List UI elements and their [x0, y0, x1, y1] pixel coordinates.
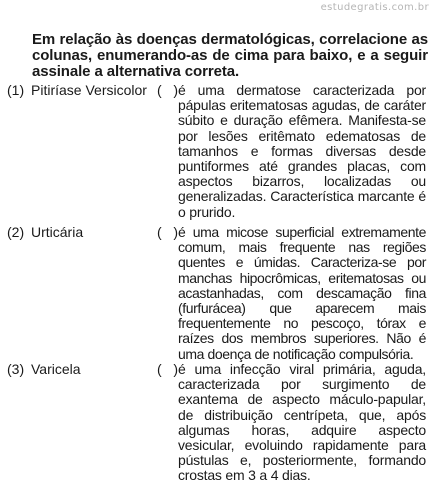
site-watermark: estudegratis.com.br — [320, 2, 429, 13]
item-description: é uma dermatose caracterizada por pápulas eritematosas agudas, de caráter súbito e duração efêmera. Manifesta-se por lesões eritêmato edematosas de tamanhos e formas diversas desde puntiformes até grandes placas, com aspectos bizarros, localizadas ou generalizadas. Característica marcante é o prurido. — [178, 82, 426, 220]
item-disease-name: Varicela — [31, 361, 81, 377]
question-statement: Em relação às doenças dermatológicas, correlacione as colunas, enumerando-as de cima para baixo, e a seguir assinale a alternativa correta. — [32, 31, 428, 80]
item-answer-blank: ( ) — [157, 224, 178, 240]
item-number: (1) — [7, 82, 25, 98]
item-disease-name: Urticária — [31, 224, 84, 240]
item-description: é uma micose superficial extremamente comum, mais frequente nas regiões quentes e úmidas. Caracteriza-se por manchas hipocrômicas, eritematosas ou acastanhadas, com descamação fina (furfurácea) que aparecem mais frequentemente no pescoço, tórax e raízes dos membros superiores. Não é uma doença de notificação compulsória. — [178, 224, 426, 362]
item-answer-blank: ( ) — [157, 361, 178, 377]
item-answer-blank: ( ) — [157, 82, 178, 98]
item-number: (2) — [7, 224, 25, 240]
item-description: é uma infecção viral primária, aguda, caracterizada por surgimento de exantema de aspecto máculo-papular, de distribuição centrípeta, que, após algumas horas, adquire aspecto vesicular, evoluindo rapidamente para pústulas e, posteriormente, formando crostas em 3 a 4 dias. — [178, 361, 426, 484]
item-disease-name: Pitiríase Versicolor — [31, 82, 147, 98]
item-number: (3) — [7, 361, 25, 377]
